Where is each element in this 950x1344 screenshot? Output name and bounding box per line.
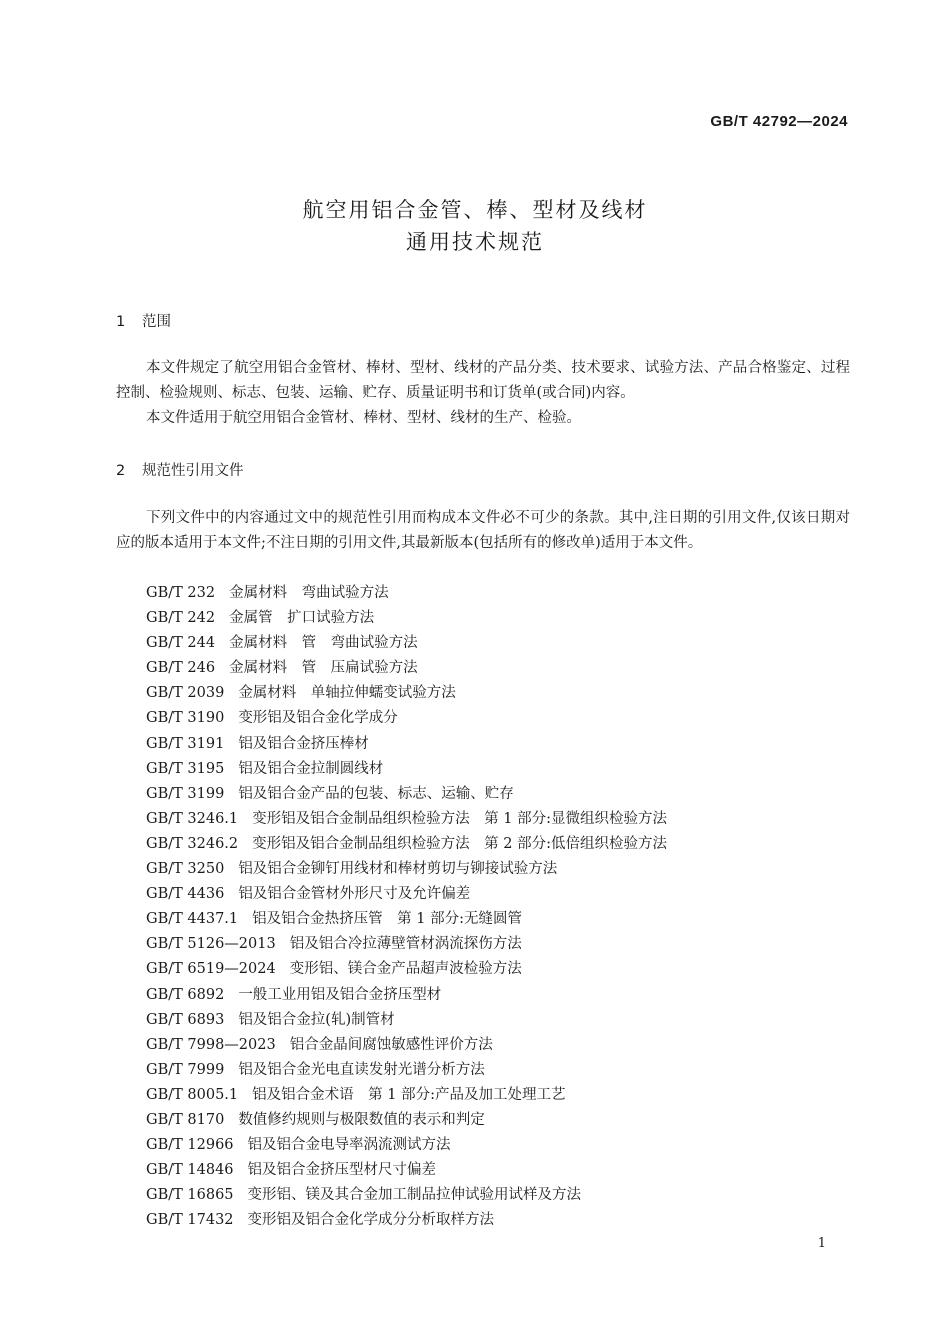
reference-title: 金属管 扩口试验方法 [229, 610, 375, 627]
reference-code: GB/T 232 [146, 585, 216, 601]
reference-item [146, 832, 667, 857]
reference-code: GB/T 3190 [146, 710, 225, 727]
reference-title: 金属材料 管 压扁试验方法 [229, 660, 418, 677]
reference-item [146, 882, 667, 907]
section-2-heading [116, 459, 244, 480]
reference-code: GB/T 4436 [146, 886, 225, 903]
reference-code: GB/T 3246.1 [146, 810, 239, 827]
reference-title: 铝及铝合金拉制圆线材 [238, 760, 384, 777]
reference-item [146, 1033, 667, 1058]
reference-code: GB/T 17432 [146, 1212, 234, 1229]
reference-title: 铝及铝合金光电直读发射光谱分析方法 [238, 1061, 485, 1078]
reference-item [146, 983, 667, 1008]
reference-item [146, 1083, 667, 1108]
reference-title: 变形铝、镁及其合金加工制品拉伸试验用试样及方法 [247, 1187, 582, 1204]
section-1-heading [116, 310, 171, 331]
reference-item [146, 732, 667, 757]
reference-item [146, 1108, 667, 1133]
reference-code: GB/T 6519—2024 [146, 961, 276, 978]
section-2-title: 规范性引用文件 [142, 463, 244, 479]
section-1-paragraph-1: 本文件规定了航空用铝合金管材、棒材、型材、线材的产品分类、技术要求、试验方法、产品合格鉴定、过程控制、检验规则、标志、包装、运输、贮存、质量证明书和订货单(或合同)内容。 [116, 360, 850, 401]
page-number: 1 [817, 1236, 826, 1251]
reference-code: GB/T 5126—2013 [146, 936, 276, 953]
document-title [0, 194, 950, 258]
reference-title: 铝及铝合金电导率涡流测试方法 [247, 1137, 451, 1154]
section-2-number: 2 [116, 463, 126, 479]
reference-title: 金属材料 单轴拉伸蠕变试验方法 [238, 685, 456, 702]
section-2-paragraph-1: 下列文件中的内容通过文中的规范性引用而构成本文件必不可少的条款。其中,注日期的引用文件,仅该日期对应的版本适用于本文件;不注日期的引用文件,其最新版本(包括所有的修改单)适用于本文件。 [116, 510, 850, 551]
reference-code: GB/T 244 [146, 635, 216, 652]
reference-item [146, 581, 667, 606]
reference-title: 铝及铝合金挤压型材尺寸偏差 [247, 1162, 437, 1179]
reference-item [146, 656, 667, 681]
reference-code: GB/T 8005.1 [146, 1086, 239, 1103]
reference-item [146, 706, 667, 731]
reference-item [146, 631, 667, 656]
reference-title: 金属材料 弯曲试验方法 [229, 585, 389, 601]
reference-code: GB/T 2039 [146, 685, 225, 702]
reference-item [146, 1208, 667, 1233]
reference-title: 铝及铝合金拉(轧)制管材 [238, 1011, 395, 1028]
reference-title: 变形铝、镁合金产品超声波检验方法 [289, 961, 522, 978]
reference-title: 铝及铝合冷拉薄壁管材涡流探伤方法 [289, 936, 522, 953]
reference-item [146, 782, 667, 807]
reference-item [146, 1158, 667, 1183]
reference-title: 铝及铝合金管材外形尺寸及允许偏差 [238, 886, 471, 903]
reference-title: 变形铝及铝合金制品组织检验方法 第 2 部分:低倍组织检验方法 [252, 835, 667, 852]
reference-code: GB/T 3195 [146, 760, 225, 777]
reference-item [146, 857, 667, 882]
reference-code: GB/T 246 [146, 660, 216, 677]
title-line-1: 航空用铝合金管、棒、型材及线材 [302, 198, 648, 222]
section-1-paragraph-2: 本文件适用于航空用铝合金管材、棒材、型材、线材的生产、检验。 [146, 410, 581, 426]
reference-code: GB/T 3191 [146, 735, 225, 752]
reference-item [146, 1058, 667, 1083]
normative-references-list [146, 581, 667, 1233]
section-2-body [116, 506, 850, 556]
reference-item [146, 1183, 667, 1208]
reference-code: GB/T 7999 [146, 1061, 225, 1078]
reference-title: 变形铝及铝合金化学成分 [238, 710, 398, 727]
reference-code: GB/T 6892 [146, 986, 225, 1003]
reference-title: 铝及铝合金术语 第 1 部分:产品及加工处理工艺 [252, 1086, 566, 1103]
reference-code: GB/T 3199 [146, 785, 225, 802]
reference-code: GB/T 3250 [146, 861, 225, 878]
reference-title: 铝及铝合金热挤压管 第 1 部分:无缝圆管 [252, 911, 522, 928]
standard-code: GB/T 42792—2024 [710, 113, 848, 130]
section-1-body [116, 356, 850, 431]
reference-code: GB/T 16865 [146, 1187, 234, 1204]
reference-code: GB/T 12966 [146, 1137, 234, 1154]
reference-title: 铝及铝合金铆钉用线材和棒材剪切与铆接试验方法 [238, 861, 558, 878]
reference-item [146, 807, 667, 832]
reference-title: 铝及铝合金挤压棒材 [238, 735, 369, 752]
reference-title: 变形铝及铝合金制品组织检验方法 第 1 部分:显微组织检验方法 [252, 810, 667, 827]
section-1-number: 1 [116, 314, 126, 330]
reference-item [146, 606, 667, 631]
reference-title: 铝合金晶间腐蚀敏感性评价方法 [289, 1036, 493, 1053]
reference-title: 一般工业用铝及铝合金挤压型材 [238, 986, 442, 1003]
reference-item [146, 681, 667, 706]
reference-code: GB/T 6893 [146, 1011, 225, 1028]
section-1-title: 范围 [142, 314, 171, 330]
reference-code: GB/T 4437.1 [146, 911, 239, 928]
reference-item [146, 957, 667, 982]
reference-item [146, 1008, 667, 1033]
reference-code: GB/T 7998—2023 [146, 1036, 276, 1053]
reference-item [146, 757, 667, 782]
reference-code: GB/T 14846 [146, 1162, 234, 1179]
reference-item [146, 907, 667, 932]
reference-code: GB/T 8170 [146, 1111, 225, 1128]
reference-title: 数值修约规则与极限数值的表示和判定 [238, 1111, 485, 1128]
reference-item [146, 1133, 667, 1158]
title-line-2: 通用技术规范 [406, 230, 544, 254]
reference-item [146, 932, 667, 957]
reference-title: 铝及铝合金产品的包装、标志、运输、贮存 [238, 785, 514, 802]
reference-title: 变形铝及铝合金化学成分分析取样方法 [247, 1212, 495, 1229]
reference-title: 金属材料 管 弯曲试验方法 [229, 635, 418, 652]
reference-code: GB/T 242 [146, 610, 216, 627]
reference-code: GB/T 3246.2 [146, 835, 239, 852]
